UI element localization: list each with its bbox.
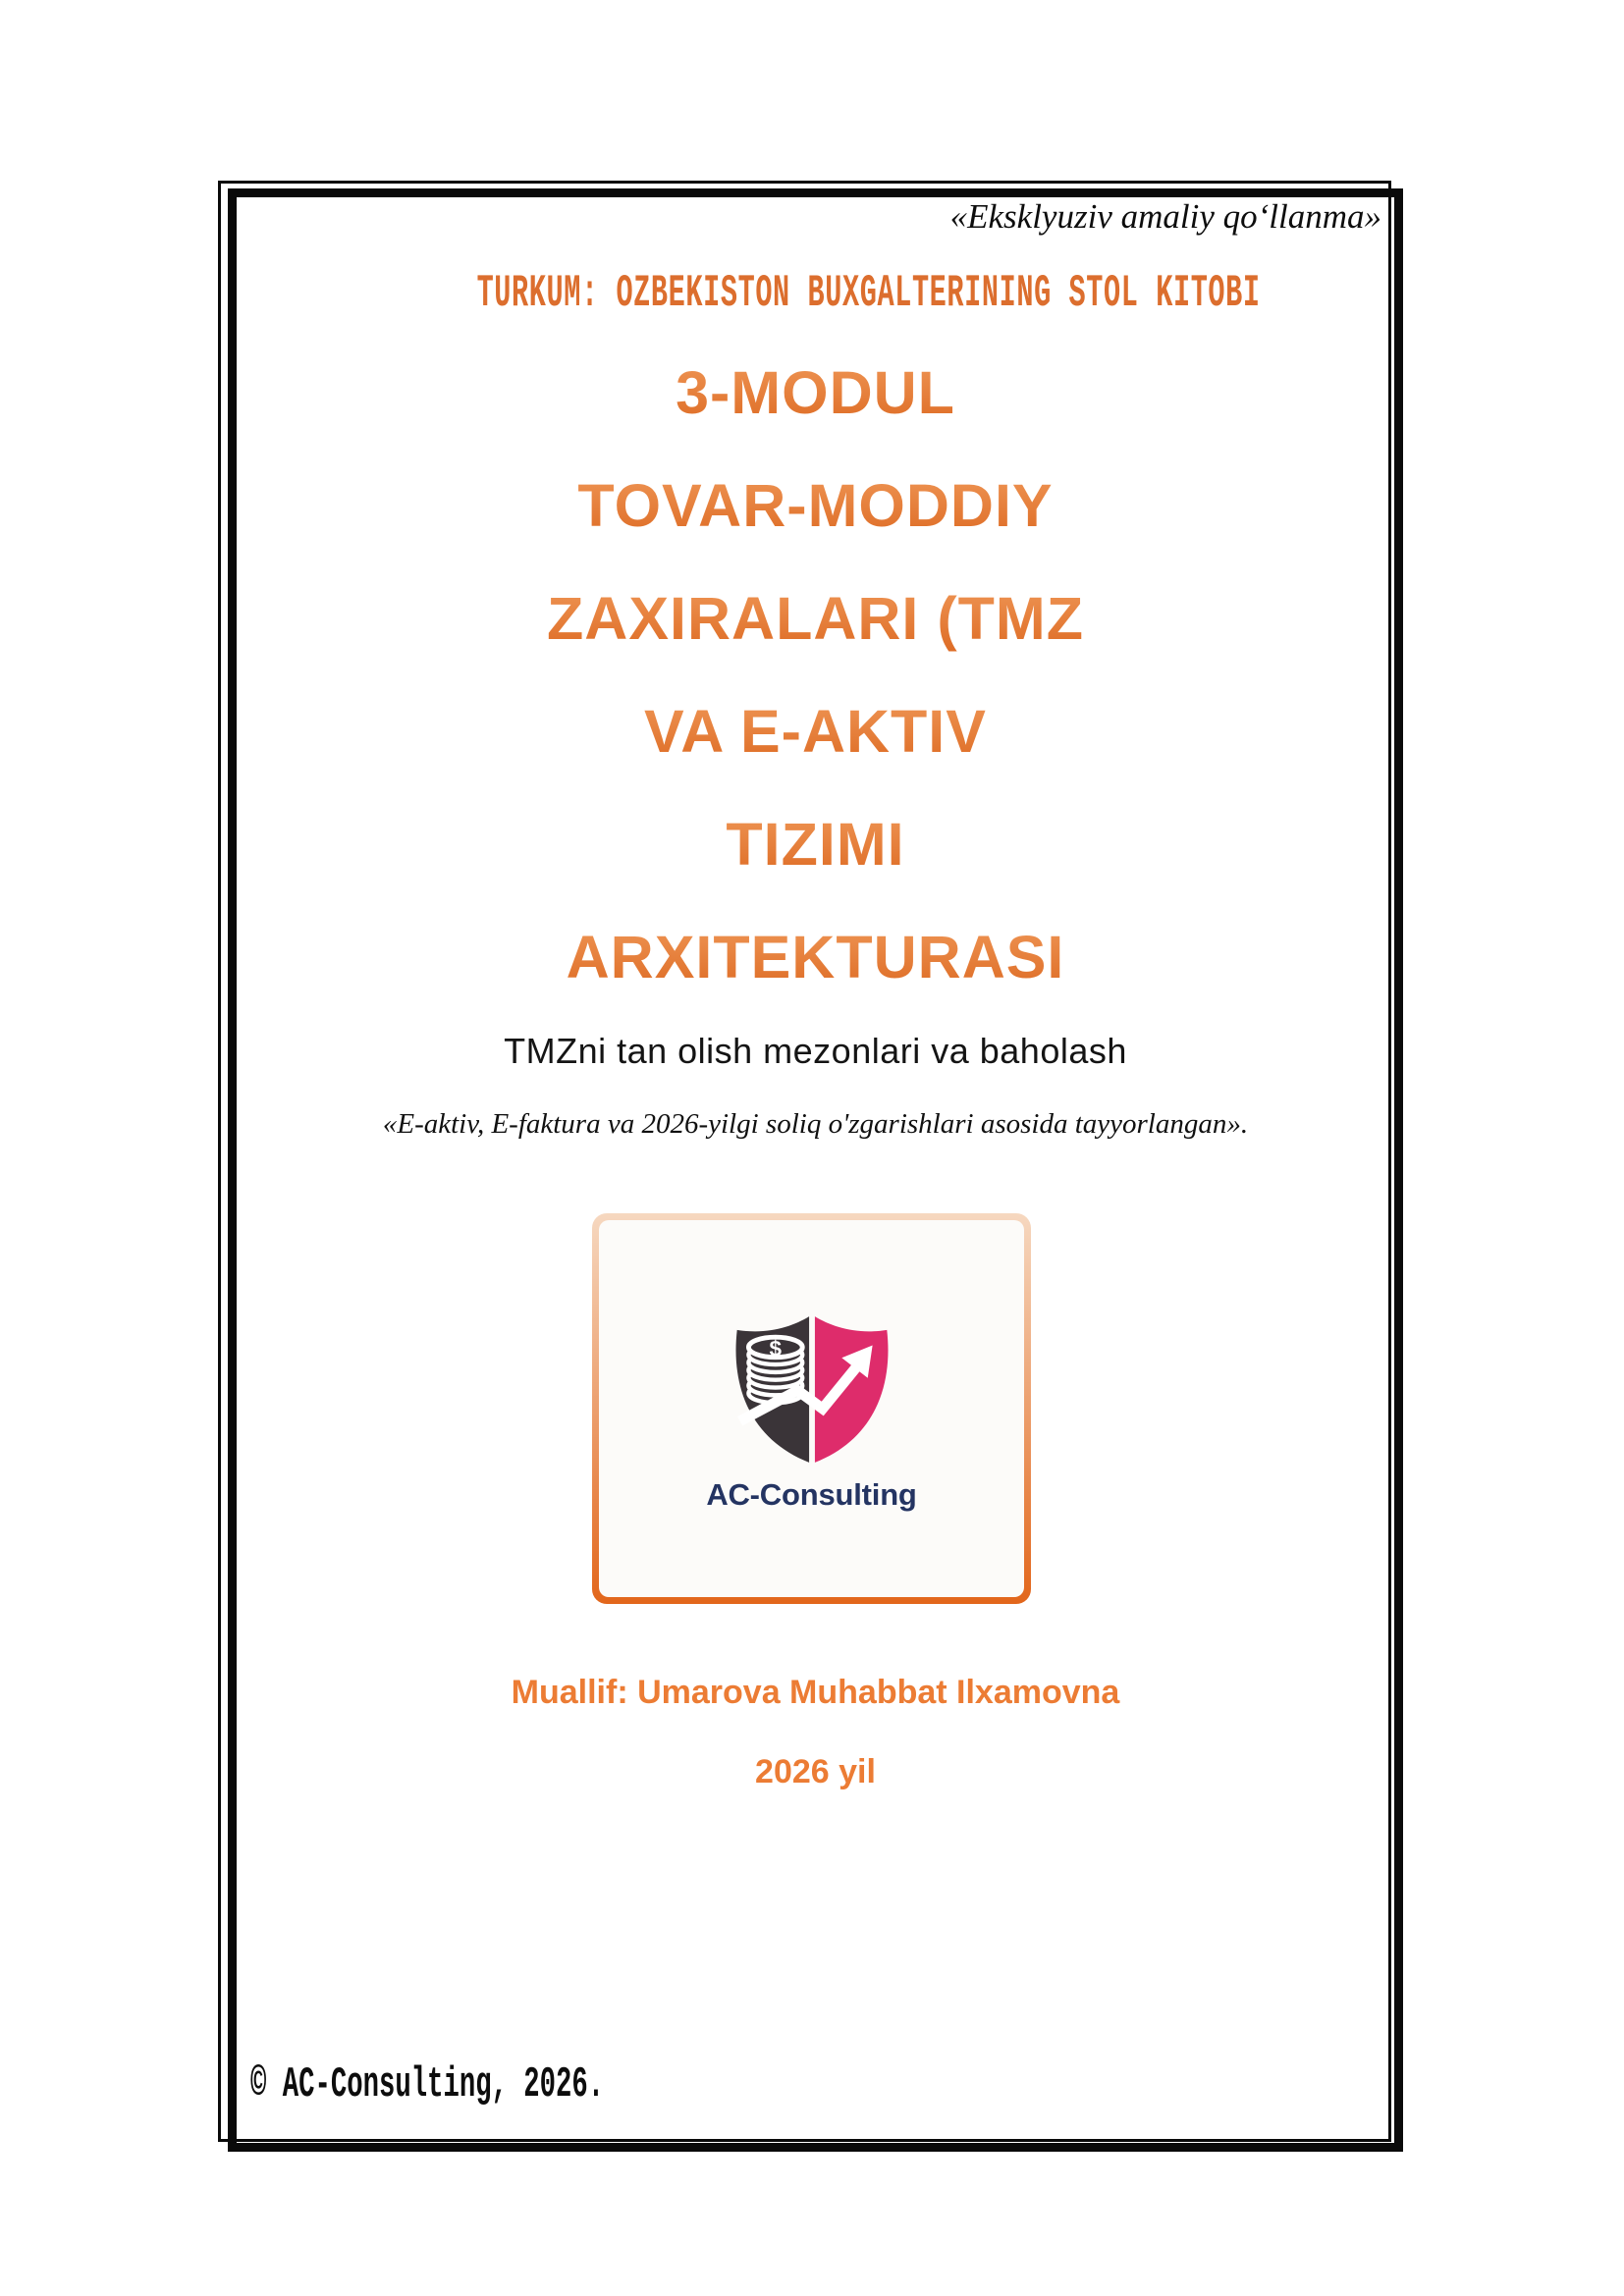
main-title	[237, 337, 1394, 1014]
copyright-line	[250, 2060, 1134, 2109]
title-line-4: VA E-AKTIV	[237, 675, 1394, 788]
series-line	[237, 268, 1394, 319]
publisher-logo-box	[592, 1213, 1031, 1604]
author-line: Muallif: Umarova Muhabbat Ilxamovna	[511, 1674, 1120, 1711]
shield-right-half	[814, 1316, 888, 1463]
logo-brand-text: AC-Consulting	[706, 1477, 917, 1512]
dollar-sign: $	[769, 1336, 782, 1362]
logo-shield-icon	[724, 1309, 900, 1469]
subtitle: TMZni tan olish mezonlari va baholash	[504, 1031, 1127, 1071]
prepared-note: «E-aktiv, E-faktura va 2026-yilgi soliq o'zgarishlari asosida tayyorlangan».	[382, 1108, 1249, 1140]
title-line-3: ZAXIRALARI (TMZ	[237, 562, 1394, 675]
title-line-2: TOVAR-MODDIY	[237, 450, 1394, 562]
copyright-text: © AC-Consulting, 2026.	[250, 2060, 605, 2109]
series-line-text: TURKUM: OZBEKISTON BUXGALTERINING STOL KITOBI	[476, 268, 1261, 319]
title-line-5: TIZIMI	[237, 788, 1394, 901]
title-line-6: ARXITEKTURASI	[237, 901, 1394, 1014]
publisher-logo	[599, 1220, 1024, 1597]
title-line-1: 3-MODUL	[237, 337, 1394, 450]
exclusive-note: «Eksklyuziv amaliy qo‘llanma»	[949, 197, 1381, 236]
year-line: 2026 yil	[755, 1753, 876, 1790]
cover-content	[237, 197, 1394, 2143]
